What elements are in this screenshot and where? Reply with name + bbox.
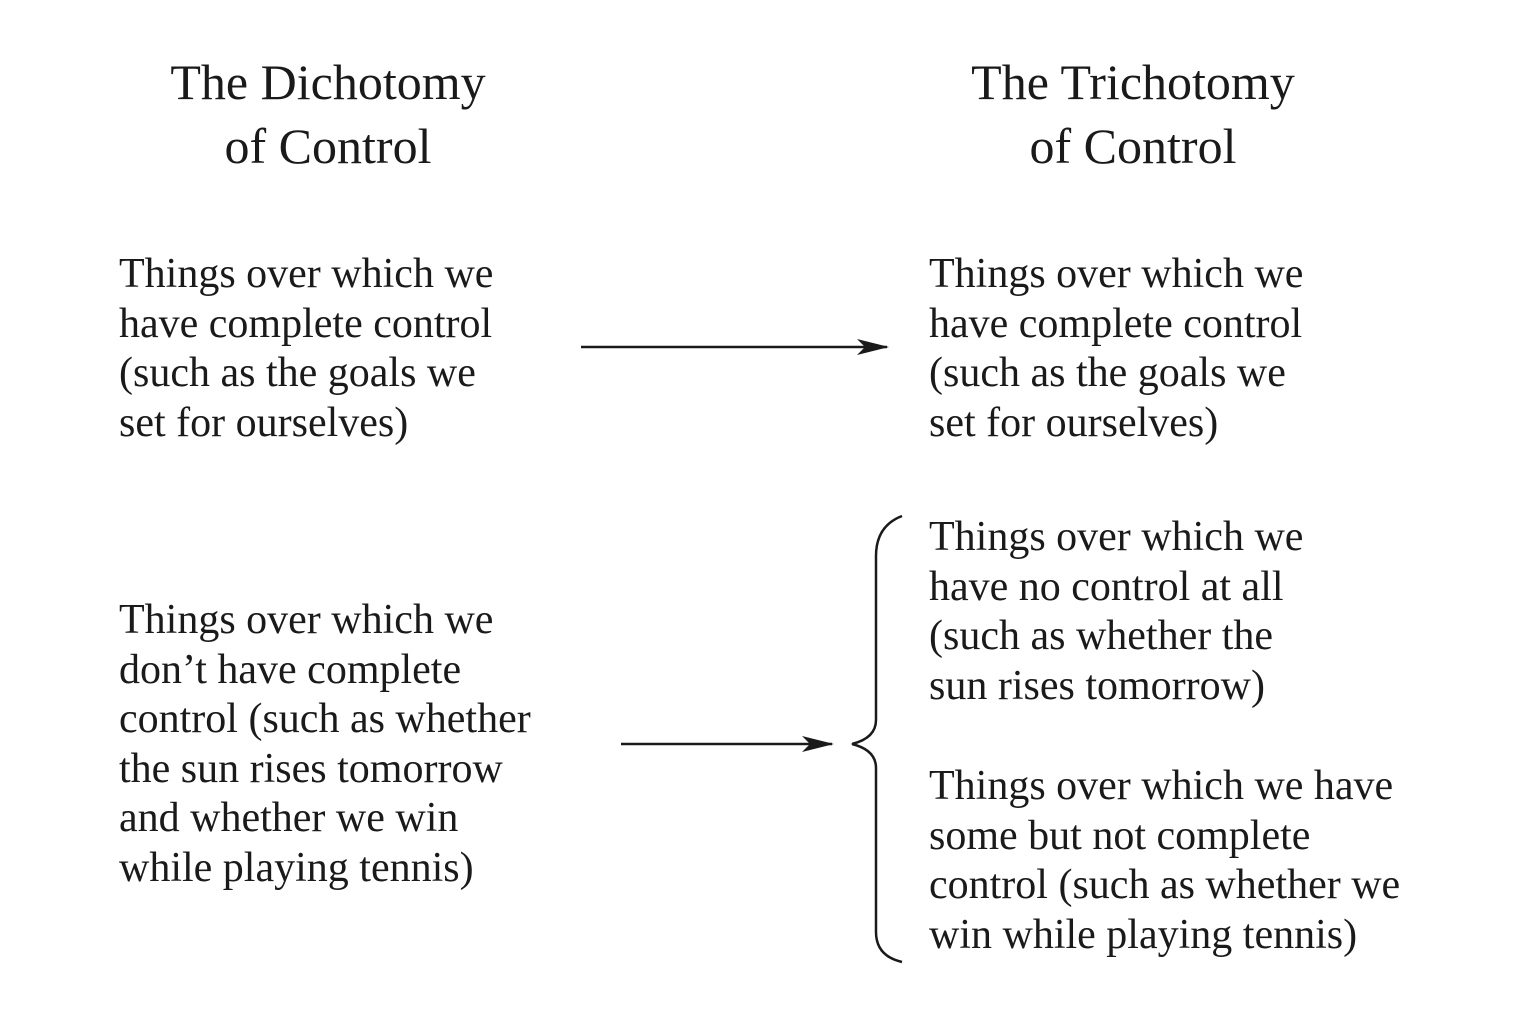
text-line: sun rises tomorrow) <box>929 662 1265 709</box>
text-line: have complete control <box>929 300 1303 347</box>
text-line: and whether we win <box>119 795 459 841</box>
text-line: (such as the goals we <box>929 350 1286 396</box>
text-line: Things over which we <box>929 514 1304 560</box>
text-line: don’t have complete <box>119 646 462 693</box>
text-line: Things over which we have <box>929 763 1394 809</box>
text-line: some but not complete <box>929 812 1311 859</box>
text-line: Things over which we <box>929 251 1304 297</box>
trichotomy-no-control <box>929 513 1303 711</box>
trichotomy-heading <box>833 50 1433 178</box>
curly-brace <box>852 516 902 962</box>
text-line: have no control at all <box>929 563 1284 610</box>
trichotomy-complete-control <box>929 250 1303 448</box>
text-line: win while playing tennis) <box>929 911 1358 958</box>
text-line: control (such as whether we <box>929 862 1401 908</box>
text-line: the sun rises tomorrow <box>119 745 503 792</box>
text-line: while playing tennis) <box>119 844 474 891</box>
heading-line: The Dichotomy <box>170 54 486 110</box>
text-line: set for ourselves) <box>929 399 1219 446</box>
heading-line: of Control <box>1029 118 1237 174</box>
text-line: Things over which we <box>119 597 494 643</box>
text-line: Things over which we <box>119 251 494 297</box>
heading-line: of Control <box>224 118 432 174</box>
dichotomy-complete-control <box>119 250 493 448</box>
trichotomy-some-control <box>929 762 1400 960</box>
text-line: have complete control <box>119 300 493 347</box>
dichotomy-heading <box>28 50 628 178</box>
text-line: (such as whether the <box>929 613 1274 659</box>
text-line: set for ourselves) <box>119 399 409 446</box>
dichotomy-not-complete-control <box>119 596 531 893</box>
text-line: control (such as whether <box>119 696 531 742</box>
text-line: (such as the goals we <box>119 350 476 396</box>
heading-line: The Trichotomy <box>971 54 1295 110</box>
